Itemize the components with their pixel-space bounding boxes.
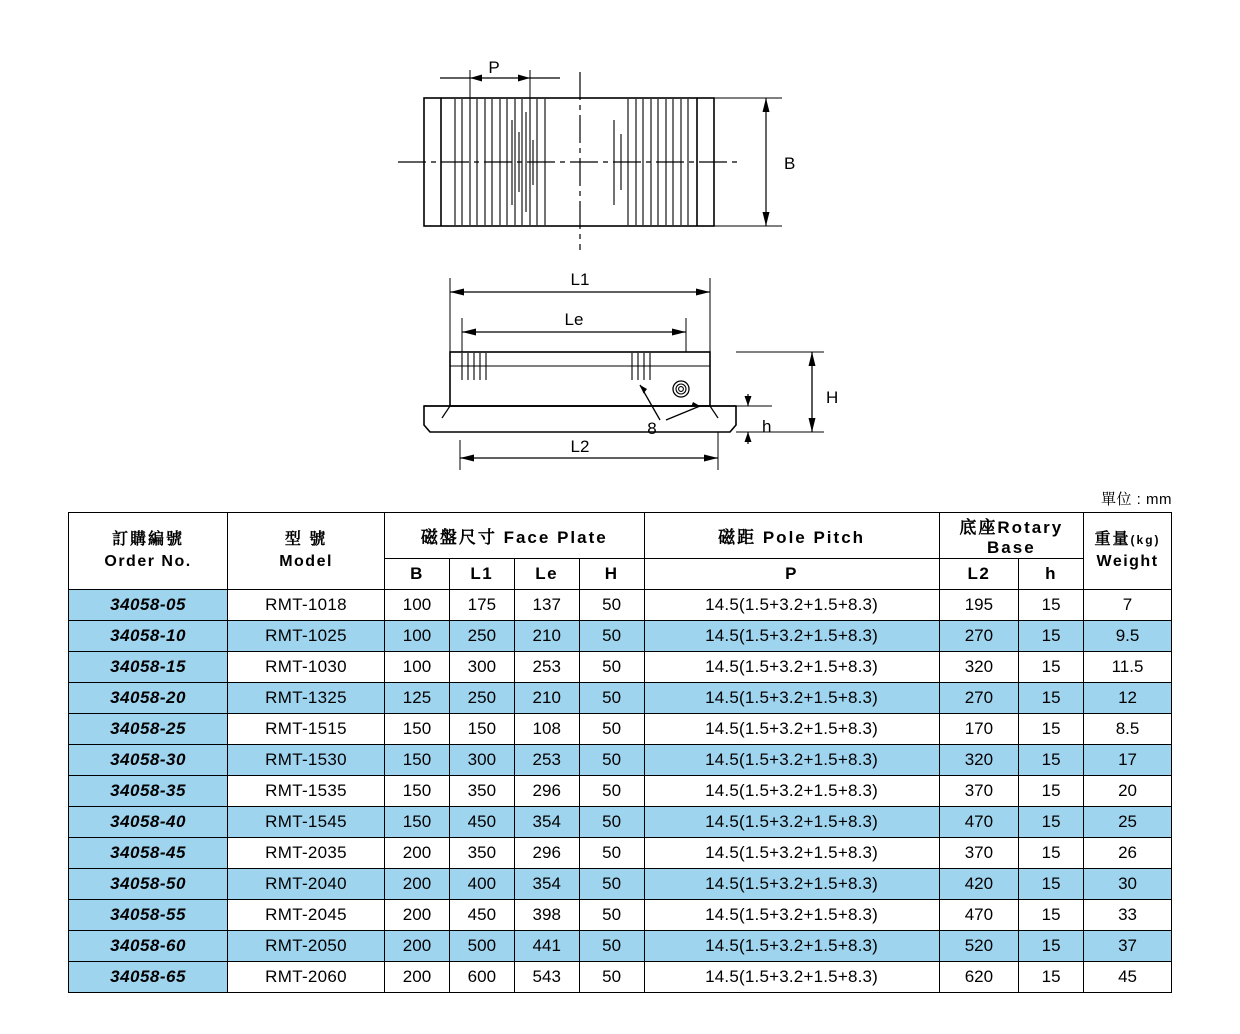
cell-h: 50 bbox=[579, 590, 644, 621]
cell-pole-pitch: 14.5(1.5+3.2+1.5+8.3) bbox=[644, 900, 939, 931]
cell-l1: 250 bbox=[449, 621, 514, 652]
cell-h: 50 bbox=[579, 621, 644, 652]
cell-order-no: 34058-65 bbox=[69, 962, 228, 993]
cell-b: 200 bbox=[385, 900, 450, 931]
cell-l2: 520 bbox=[939, 931, 1019, 962]
cell-l2: 320 bbox=[939, 745, 1019, 776]
cell-h-small: 15 bbox=[1019, 621, 1084, 652]
cell-h-small: 15 bbox=[1019, 807, 1084, 838]
cell-le: 137 bbox=[514, 590, 579, 621]
cell-l2: 320 bbox=[939, 652, 1019, 683]
table-row bbox=[69, 807, 1172, 838]
cell-le: 253 bbox=[514, 652, 579, 683]
cell-h: 50 bbox=[579, 652, 644, 683]
header-rotary-base: 底座Rotary Base bbox=[939, 513, 1083, 559]
cell-model: RMT-1530 bbox=[228, 745, 385, 776]
cell-h-small: 15 bbox=[1019, 714, 1084, 745]
cell-weight: 33 bbox=[1084, 900, 1172, 931]
cell-model: RMT-1535 bbox=[228, 776, 385, 807]
cell-l2: 270 bbox=[939, 683, 1019, 714]
cell-h: 50 bbox=[579, 683, 644, 714]
cell-h-small: 15 bbox=[1019, 776, 1084, 807]
cell-model: RMT-1515 bbox=[228, 714, 385, 745]
spec-table-body bbox=[69, 590, 1172, 993]
cell-l1: 300 bbox=[449, 745, 514, 776]
label-l1: L1 bbox=[570, 270, 590, 289]
cell-order-no: 34058-50 bbox=[69, 869, 228, 900]
table-row bbox=[69, 900, 1172, 931]
thread-hole-outer bbox=[673, 381, 689, 397]
cell-model: RMT-1025 bbox=[228, 621, 385, 652]
header-col-le: Le bbox=[514, 559, 579, 590]
cell-pole-pitch: 14.5(1.5+3.2+1.5+8.3) bbox=[644, 962, 939, 993]
header-col-p: P bbox=[644, 559, 939, 590]
header-col-b: B bbox=[385, 559, 450, 590]
cell-le: 398 bbox=[514, 900, 579, 931]
header-col-h-small: h bbox=[1019, 559, 1084, 590]
table-row bbox=[69, 962, 1172, 993]
cell-b: 200 bbox=[385, 869, 450, 900]
cell-l2: 470 bbox=[939, 900, 1019, 931]
front-view-block bbox=[450, 352, 710, 406]
cell-h: 50 bbox=[579, 776, 644, 807]
cell-pole-pitch: 14.5(1.5+3.2+1.5+8.3) bbox=[644, 652, 939, 683]
cell-weight: 45 bbox=[1084, 962, 1172, 993]
cell-l1: 600 bbox=[449, 962, 514, 993]
cell-weight: 25 bbox=[1084, 807, 1172, 838]
cell-h-small: 15 bbox=[1019, 652, 1084, 683]
cell-weight: 20 bbox=[1084, 776, 1172, 807]
cell-b: 125 bbox=[385, 683, 450, 714]
cell-b: 200 bbox=[385, 838, 450, 869]
table-row bbox=[69, 931, 1172, 962]
cell-b: 150 bbox=[385, 776, 450, 807]
cell-h: 50 bbox=[579, 807, 644, 838]
cell-l1: 350 bbox=[449, 838, 514, 869]
table-row bbox=[69, 714, 1172, 745]
label-p: P bbox=[488, 58, 500, 77]
cell-b: 150 bbox=[385, 714, 450, 745]
cell-pole-pitch: 14.5(1.5+3.2+1.5+8.3) bbox=[644, 745, 939, 776]
cell-b: 100 bbox=[385, 621, 450, 652]
cell-b: 100 bbox=[385, 590, 450, 621]
cell-model: RMT-1030 bbox=[228, 652, 385, 683]
header-col-h: H bbox=[579, 559, 644, 590]
cell-order-no: 34058-60 bbox=[69, 931, 228, 962]
table-row bbox=[69, 621, 1172, 652]
header-model: 型 號 Model bbox=[228, 513, 385, 590]
cell-h-small: 15 bbox=[1019, 838, 1084, 869]
cell-l1: 500 bbox=[449, 931, 514, 962]
cell-order-no: 34058-45 bbox=[69, 838, 228, 869]
table-row bbox=[69, 652, 1172, 683]
cell-weight: 9.5 bbox=[1084, 621, 1172, 652]
table-row bbox=[69, 683, 1172, 714]
cell-h-small: 15 bbox=[1019, 900, 1084, 931]
cell-weight: 17 bbox=[1084, 745, 1172, 776]
cell-h: 50 bbox=[579, 714, 644, 745]
label-h-lower: h bbox=[762, 417, 772, 436]
cell-pole-pitch: 14.5(1.5+3.2+1.5+8.3) bbox=[644, 807, 939, 838]
cell-order-no: 34058-35 bbox=[69, 776, 228, 807]
table-row bbox=[69, 776, 1172, 807]
cell-h: 50 bbox=[579, 838, 644, 869]
cell-l1: 150 bbox=[449, 714, 514, 745]
cell-model: RMT-2060 bbox=[228, 962, 385, 993]
table-header-row-1 bbox=[69, 513, 1172, 559]
cell-l1: 450 bbox=[449, 900, 514, 931]
cell-h: 50 bbox=[579, 900, 644, 931]
cell-l2: 620 bbox=[939, 962, 1019, 993]
cell-b: 150 bbox=[385, 807, 450, 838]
cell-model: RMT-1325 bbox=[228, 683, 385, 714]
cell-le: 210 bbox=[514, 683, 579, 714]
cell-pole-pitch: 14.5(1.5+3.2+1.5+8.3) bbox=[644, 683, 939, 714]
cell-h-small: 15 bbox=[1019, 869, 1084, 900]
cell-b: 200 bbox=[385, 931, 450, 962]
header-order-no: 訂購編號 Order No. bbox=[69, 513, 228, 590]
table-row bbox=[69, 869, 1172, 900]
table-row bbox=[69, 838, 1172, 869]
cell-l1: 450 bbox=[449, 807, 514, 838]
cell-order-no: 34058-05 bbox=[69, 590, 228, 621]
cell-h-small: 15 bbox=[1019, 745, 1084, 776]
cell-le: 296 bbox=[514, 838, 579, 869]
cell-l2: 170 bbox=[939, 714, 1019, 745]
cell-le: 543 bbox=[514, 962, 579, 993]
table-row bbox=[69, 590, 1172, 621]
cell-h-small: 15 bbox=[1019, 683, 1084, 714]
header-pole-pitch: 磁距 Pole Pitch bbox=[644, 513, 939, 559]
cell-le: 441 bbox=[514, 931, 579, 962]
cell-l2: 370 bbox=[939, 776, 1019, 807]
units-note: 單位 : mm bbox=[1101, 491, 1172, 508]
cell-weight: 8.5 bbox=[1084, 714, 1172, 745]
cell-pole-pitch: 14.5(1.5+3.2+1.5+8.3) bbox=[644, 931, 939, 962]
cell-order-no: 34058-25 bbox=[69, 714, 228, 745]
spec-table-wrap bbox=[68, 512, 1172, 993]
cell-h: 50 bbox=[579, 931, 644, 962]
cell-model: RMT-1545 bbox=[228, 807, 385, 838]
cell-h-small: 15 bbox=[1019, 590, 1084, 621]
cell-le: 296 bbox=[514, 776, 579, 807]
cell-h-small: 15 bbox=[1019, 962, 1084, 993]
cell-l2: 270 bbox=[939, 621, 1019, 652]
cell-model: RMT-2035 bbox=[228, 838, 385, 869]
cell-order-no: 34058-20 bbox=[69, 683, 228, 714]
cell-pole-pitch: 14.5(1.5+3.2+1.5+8.3) bbox=[644, 621, 939, 652]
cell-weight: 26 bbox=[1084, 838, 1172, 869]
cell-order-no: 34058-10 bbox=[69, 621, 228, 652]
cell-h-small: 15 bbox=[1019, 931, 1084, 962]
cell-l1: 250 bbox=[449, 683, 514, 714]
cell-l2: 420 bbox=[939, 869, 1019, 900]
cell-l1: 400 bbox=[449, 869, 514, 900]
cell-h: 50 bbox=[579, 745, 644, 776]
drawing-svg bbox=[0, 0, 1240, 500]
cell-l2: 470 bbox=[939, 807, 1019, 838]
header-weight: 重量(kg) Weight bbox=[1084, 513, 1172, 590]
cell-le: 108 bbox=[514, 714, 579, 745]
label-h-upper: H bbox=[826, 388, 839, 407]
cell-l1: 175 bbox=[449, 590, 514, 621]
header-col-l1: L1 bbox=[449, 559, 514, 590]
cell-b: 100 bbox=[385, 652, 450, 683]
cell-le: 253 bbox=[514, 745, 579, 776]
cell-pole-pitch: 14.5(1.5+3.2+1.5+8.3) bbox=[644, 714, 939, 745]
cell-weight: 12 bbox=[1084, 683, 1172, 714]
label-hole-callout: 8 bbox=[647, 419, 657, 438]
cell-weight: 11.5 bbox=[1084, 652, 1172, 683]
cell-h: 50 bbox=[579, 869, 644, 900]
cell-model: RMT-2045 bbox=[228, 900, 385, 931]
cell-l2: 195 bbox=[939, 590, 1019, 621]
cell-pole-pitch: 14.5(1.5+3.2+1.5+8.3) bbox=[644, 590, 939, 621]
header-face-plate: 磁盤尺寸 Face Plate bbox=[385, 513, 645, 559]
header-col-l2: L2 bbox=[939, 559, 1019, 590]
cell-le: 354 bbox=[514, 807, 579, 838]
spec-table bbox=[68, 512, 1172, 993]
cell-le: 354 bbox=[514, 869, 579, 900]
cell-order-no: 34058-30 bbox=[69, 745, 228, 776]
technical-drawing bbox=[0, 0, 1240, 500]
cell-pole-pitch: 14.5(1.5+3.2+1.5+8.3) bbox=[644, 869, 939, 900]
cell-l1: 300 bbox=[449, 652, 514, 683]
cell-model: RMT-1018 bbox=[228, 590, 385, 621]
cell-order-no: 34058-40 bbox=[69, 807, 228, 838]
cell-pole-pitch: 14.5(1.5+3.2+1.5+8.3) bbox=[644, 776, 939, 807]
cell-weight: 30 bbox=[1084, 869, 1172, 900]
table-row bbox=[69, 745, 1172, 776]
cell-l2: 370 bbox=[939, 838, 1019, 869]
cell-l1: 350 bbox=[449, 776, 514, 807]
cell-b: 200 bbox=[385, 962, 450, 993]
label-le: Le bbox=[564, 310, 584, 329]
cell-b: 150 bbox=[385, 745, 450, 776]
cell-model: RMT-2040 bbox=[228, 869, 385, 900]
cell-pole-pitch: 14.5(1.5+3.2+1.5+8.3) bbox=[644, 838, 939, 869]
cell-le: 210 bbox=[514, 621, 579, 652]
cell-order-no: 34058-55 bbox=[69, 900, 228, 931]
cell-order-no: 34058-15 bbox=[69, 652, 228, 683]
cell-h: 50 bbox=[579, 962, 644, 993]
label-l2: L2 bbox=[570, 437, 590, 456]
cell-model: RMT-2050 bbox=[228, 931, 385, 962]
cell-weight: 7 bbox=[1084, 590, 1172, 621]
cell-weight: 37 bbox=[1084, 931, 1172, 962]
label-b: B bbox=[784, 154, 796, 173]
